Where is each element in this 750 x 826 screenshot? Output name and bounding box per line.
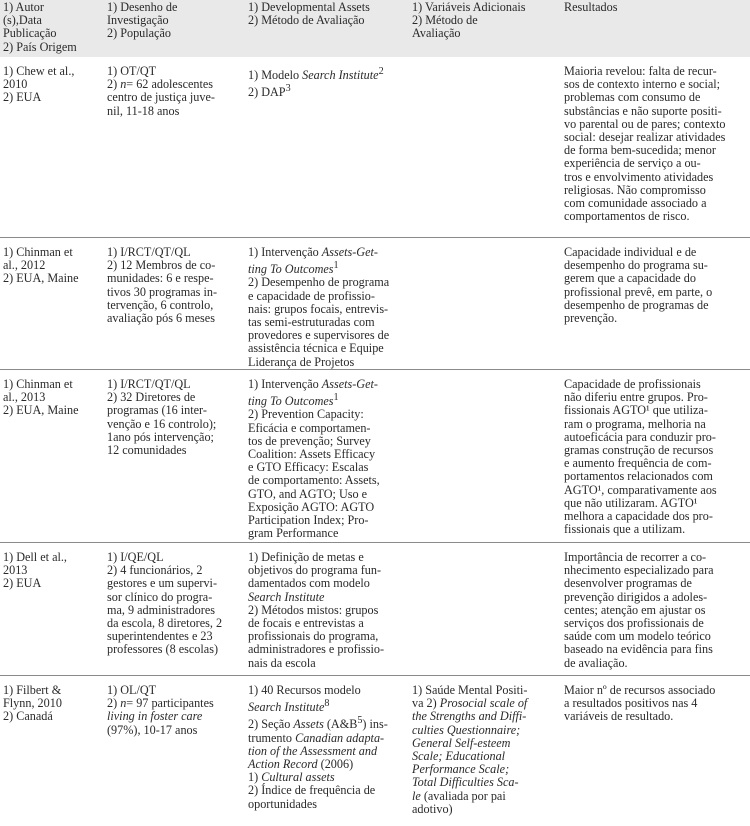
table-row — [0, 246, 750, 369]
results-cell: Importância de recorrer a co- nhecimento especializado para desenvolver programas de prevenção dirigidos a adoles- centes; atenção em ajustar os serviços dos profissionais de saúde com um modelo teórico baseado na evidência para fins de avaliação. — [564, 549, 714, 670]
results-cell: Capacidade individual e de desempenho do programa su- gerem que a capacidade do profissional prevê, em parte, o desempenho de programas de prevenção. — [564, 245, 713, 326]
table-row — [0, 551, 750, 676]
design-cell: 1) I/RCT/QT/QL 2) 12 Membros de co- munidades: 6 e respe- tivos 30 programas in- tervenção, 6 controlo, avaliação pós 6 meses — [107, 245, 218, 326]
variables-cell — [409, 551, 561, 676]
header-variables: 1) Variáveis Adicionais 2) Método de Avaliação — [409, 0, 561, 57]
table-header-row — [0, 0, 750, 57]
variables-cell — [409, 246, 561, 369]
table-row — [0, 378, 750, 543]
assets-cell: 1) Intervenção Assets-Get- ting To Outcomes$^1$ 2) Desempenho de programa e capacidade de profissio- nais: grupos focais, entrevis- tas semi-estruturadas com provedores e supervisores de assistência técnica e Equipe Liderança de Projetos — [248, 245, 390, 369]
variables-cell — [409, 378, 561, 543]
author-cell: 1) Chinman et al., 2012 2) EUA, Maine — [3, 245, 79, 286]
header-author: 1) Autor (s),Data Publicação 2) País Origem — [0, 0, 104, 57]
header-results: Resultados — [561, 0, 750, 57]
assets-cell: 1) Intervenção Assets-Get- ting To Outcomes$^1$ 2) Prevention Capacity: Eficácia e comportamen- tos de prevenção; Survey Coalition: Assets Efficacy e GTO Efficacy: Escalas de comportamento: Assets, GTO, and AGTO; Uso e Exposição AGTO: AGTO Participation Index; Pro- gram Performance — [248, 376, 380, 541]
header-design: 1) Desenho de Investigação 2) População — [104, 0, 245, 57]
table-row — [0, 684, 750, 816]
assets-cell: 1) Modelo Search Institute$^2$ 2) DAP$^3$ — [248, 66, 384, 100]
design-cell: 1) I/QE/QL 2) 4 funcionários, 2 gestores e um supervi- sor clínico do progra- ma, 9 administradores da escola, 8 diretores, 2 superintendentes e 23 professores (8 escolas) — [107, 549, 223, 657]
variables-cell — [409, 65, 561, 238]
assets-cell: 1) Definição de metas e objetivos do programa fun- damentados com modelo Search Institute 2) Métodos mistos: grupos de focais e entrevistas a profissionais do programa, administradores e profissio- nais da escola — [248, 549, 385, 670]
results-cell: Maioria revelou: falta de recur- sos de contexto interno e social; problemas com consumo de substâncias e não suporte positi- vo parental ou de pares; contexto social: desejar realizar atividades de forma bem-sucedida; menor experiência de serviço a ou- tros e envolvimento atividades religiosas. Não compromisso com comunidade associado a comportamentos de risco. — [564, 64, 726, 224]
results-cell: Maior nº de recursos associado a resultados positivos nas 4 variáveis de resultado. — [564, 682, 716, 724]
variables-cell: 1) Saúde Mental Positi- va 2) Prosocial scale of the Strengths and Diffi- culties Questionnaire; General Self-esteem Scale; Educational Performance Scale; Total Difficulties Sca- le (avaliada por pai adotivo) — [412, 682, 528, 816]
design-cell: 1) I/RCT/QT/QL 2) 32 Diretores de programas (16 inter- venção e 16 controlo); 1ano pós intervenção; 12 comunidades — [107, 376, 217, 457]
results-cell: Capacidade de profissionais não diferiu entre grupos. Pro- fissionais AGTO¹ que utiliza- ram o programa, melhoria na autoeficácia para conduzir pro- gramas construção de recursos e aumento frequência de com- portamentos relacionados com AGTO¹, comparativamente aos que não utilizaram. AGTO¹ melhora a capacidade dos pro- fissionais que a utilizam. — [564, 376, 717, 537]
author-cell: 1) Dell et al., 2013 2) EUA — [3, 549, 67, 591]
author-cell: 1) Filbert & Flynn, 2010 2) Canadá — [3, 682, 62, 724]
assets-cell: 1) 40 Recursos modelo Search Institute$^8$ 2) Seção Assets $(A\&B^5)$ ins- trumento Canadian adapta- tion of the Assessment and Action Record (2006) 1) Cultural assets 2) Índice de frequência de oportunidades — [248, 682, 388, 811]
table-row — [0, 65, 750, 238]
design-cell: 1) OL/QT 2) n= 97 participantes living in foster care (97%), 10-17 anos — [107, 682, 214, 737]
author-cell: 1) Chinman et al., 2013 2) EUA, Maine — [3, 376, 79, 418]
design-cell: 1) OT/QT 2) n= 62 adolescentes centro de justiça juve- nil, 11-18 anos — [107, 64, 215, 118]
header-assets: 1) Developmental Assets 2) Método de Avaliação — [245, 0, 409, 57]
author-cell: 1) Chew et al., 2010 2) EUA — [3, 64, 75, 105]
